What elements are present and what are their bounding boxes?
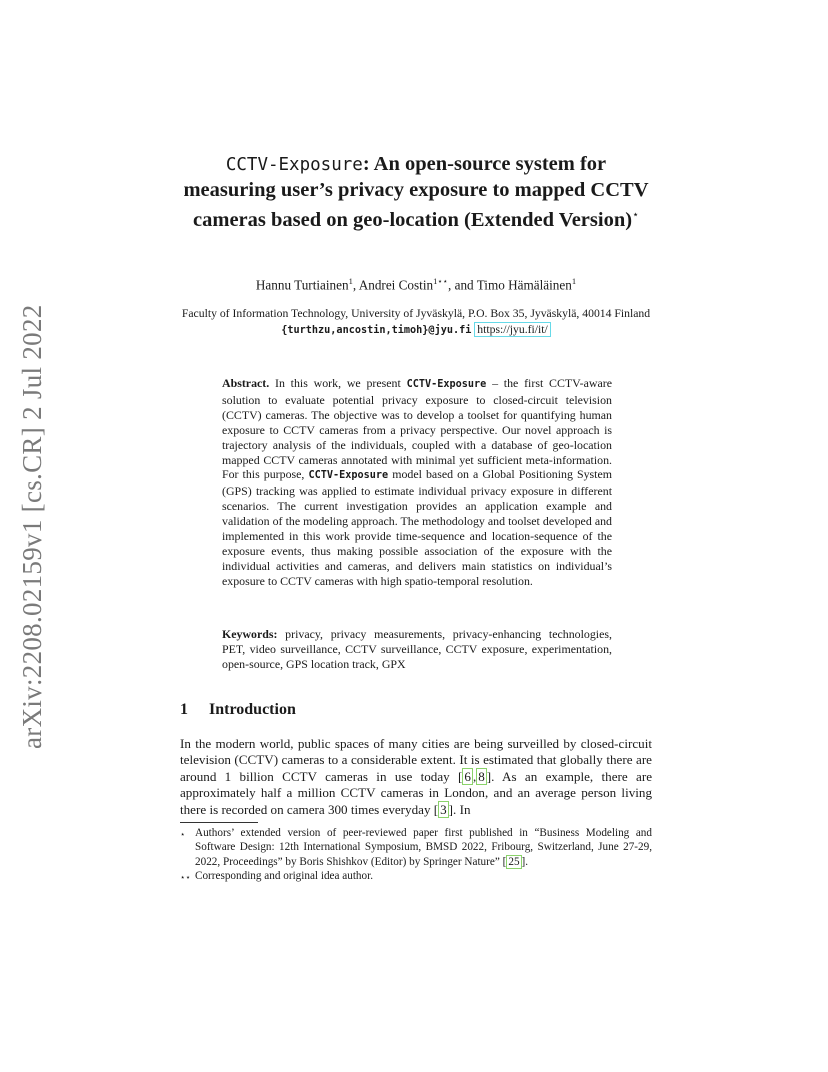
- footnote-mark: ⋆: [180, 829, 186, 839]
- abstract-text: – the first CCTV-aware solution to evaluate potential privacy exposure to closed-circuit television (CCTV) cameras. The objective was to develop a toolset for quantifying human exposure to CCTV cameras from a privacy perspective. Our novel approach is trajectory analysis of the individuals, coupled with a database of geo-location mapped CCTV cameras annotated with minimal yet sufficient meta-information. For this purpose,: [222, 376, 612, 482]
- footnote-mark: ⋆⋆: [180, 872, 191, 883]
- intro-paragraph: [180, 736, 652, 818]
- body-text: ]. In: [448, 801, 471, 817]
- author-separator: ,: [352, 277, 359, 293]
- body-text: In the modern world, public spaces of many cities are being surveilled by closed-circuit television (CCTV) cameras to a considerable extent. It is estimated that globally there are around 1 billion CCTV cameras in use today [: [180, 736, 652, 784]
- author-name: Andrei Costin: [358, 277, 434, 293]
- abstract-text: model based on a Global Positioning System (GPS) tracking was applied to estimate individual privacy exposure in different scenarios. The current investigation provides an application example and validation of the modeling approach. The methodology and toolset developed and implemented in this work provide time-sequence and location-sequence of the exposure events, thus making possible association of the exposure with the individual activities and cameras, and delivers main statistics on individual’s exposure to CCTV cameras with high spatio-temporal resolution.: [222, 467, 612, 588]
- author-list: [180, 276, 652, 293]
- citation-link[interactable]: 3: [440, 801, 447, 817]
- affiliation: [180, 306, 652, 339]
- abstract-code: CCTV-Exposure: [308, 470, 389, 482]
- author-affil-mark: 1: [348, 276, 353, 286]
- abstract-code: CCTV-Exposure: [406, 379, 487, 390]
- abstract-label: Abstract.: [222, 376, 270, 390]
- keywords-label: Keywords:: [222, 627, 278, 641]
- footnote-body: Authors’ extended version of peer-reviewed paper first published in “Business Modeling and Software Design: 12th International Symposium, BMSD 2022, Fribourg, Switzerland, June 27-29, 2022, Proceedings” by Boris Shishkov (Editor) by Springer Nature” [: [195, 827, 652, 868]
- keywords: [222, 627, 612, 672]
- section-number: 1: [180, 701, 188, 718]
- footnotes: [180, 826, 652, 885]
- author-separator: , and: [448, 277, 477, 293]
- author-emails: {turthzu,ancostin,timoh}@jyu.fi: [281, 325, 472, 336]
- section-heading: [180, 701, 296, 719]
- section-title: Introduction: [209, 701, 296, 718]
- author-name: Hannu Turtiainen: [255, 277, 349, 293]
- affiliation-text: Faculty of Information Technology, University of Jyväskylä, P.O. Box 35, Jyväskylä, 40014 Finland: [181, 307, 651, 320]
- affiliation-link[interactable]: https://jyu.fi/it/: [474, 322, 550, 337]
- title-footnote-mark: ⋆: [632, 209, 639, 221]
- abstract-text: In this work, we present: [269, 376, 407, 390]
- footnote: [180, 826, 652, 869]
- paper-title: [180, 152, 652, 233]
- title-text: : An open-source system for measuring user’s privacy exposure to mapped CCTV cameras based on geo-location (Extended Version): [183, 153, 649, 231]
- footnote-body: ].: [521, 855, 529, 868]
- title-code: CCTV-Exposure: [225, 155, 363, 175]
- footnote-divider: [180, 822, 258, 823]
- abstract: [222, 376, 612, 589]
- author-name: Timo Hämäläinen: [476, 277, 572, 293]
- author-affil-mark: 1⋆⋆: [433, 276, 448, 286]
- body-text: ]. As an example, there are approximately half a million CCTV cameras in London, and an average person living there is recorded on camera 300 times everyday [: [180, 768, 653, 817]
- body-text: ,: [472, 768, 477, 784]
- footnote: [180, 869, 652, 884]
- citation-link[interactable]: 25: [508, 855, 520, 868]
- author-affil-mark: 1: [571, 276, 577, 286]
- arxiv-identifier: arXiv:2208.02159v1 [cs.CR] 2 Jul 2022: [17, 304, 47, 749]
- citation-link[interactable]: 8: [478, 768, 485, 784]
- footnote-text: Corresponding and original idea author.: [195, 870, 374, 883]
- footnote-text: [195, 826, 652, 869]
- citation-link[interactable]: 6: [464, 768, 471, 784]
- keywords-text: privacy, privacy measurements, privacy-enhancing technologies, PET, video surveillance, CCTV surveillance, CCTV exposure, experimentation, open-source, GPS location track, GPX: [222, 627, 612, 671]
